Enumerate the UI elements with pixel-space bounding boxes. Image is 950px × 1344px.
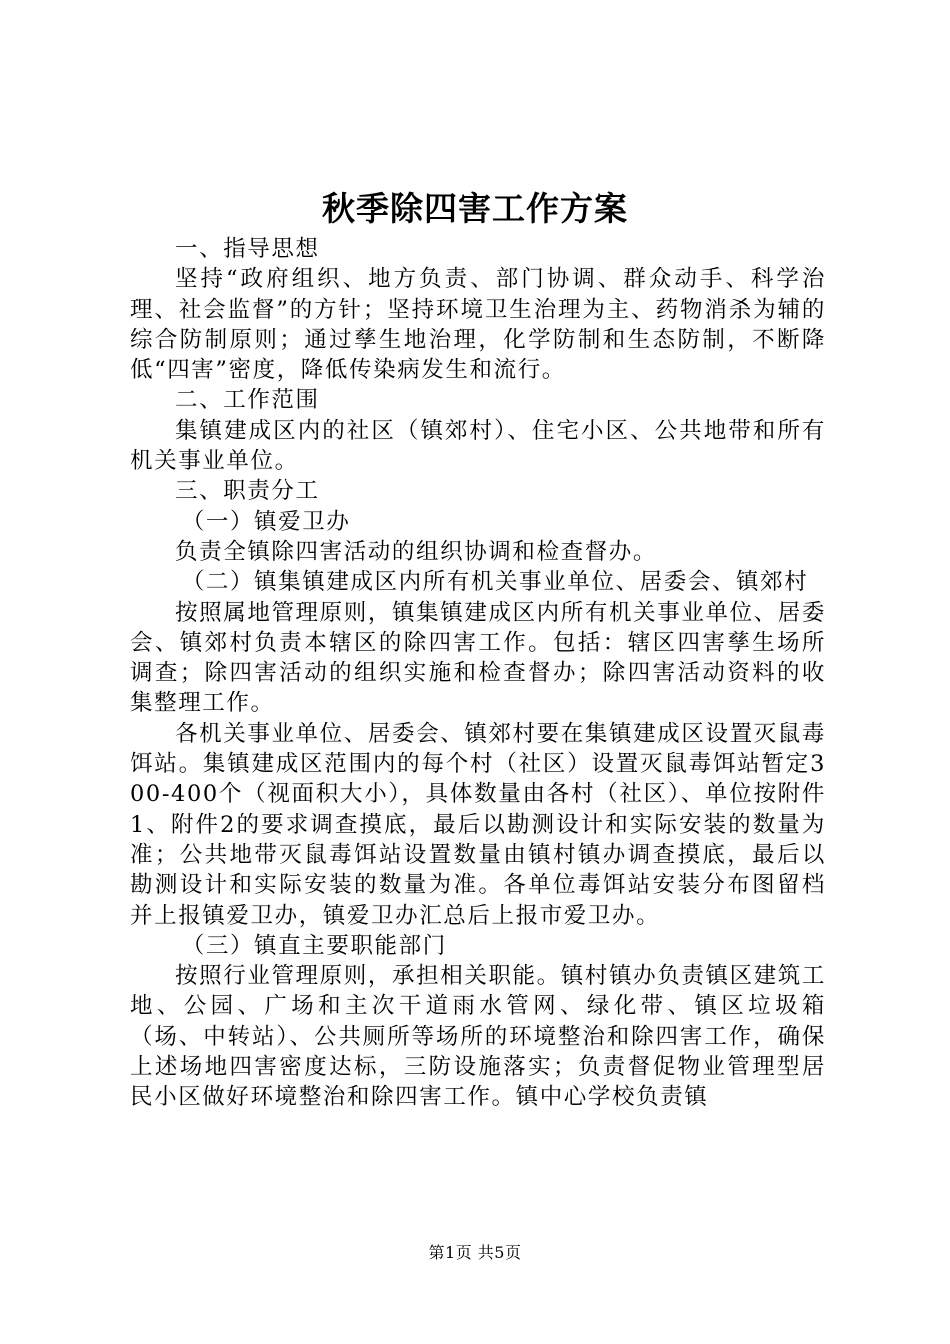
paragraph-town-office: 负责全镇除四害活动的组织协调和检查督办。 — [175, 538, 658, 565]
section-heading-responsibilities: 三、职责分工 — [175, 478, 320, 505]
section-heading-work-scope: 二、工作范围 — [175, 387, 320, 414]
paragraph-guiding-ideology: 坚持“政府组织、地方负责、部门协调、群众动手、科学治理、社会监督”的方针；坚持环境卫生治理为主、药物消杀为辅的综合防制原则；通过孳生地治理，化学防制和生态防制，不断降低“四害”密度，降低传染病发生和流行。 — [130, 266, 826, 384]
document-title: 秋季除四害工作方案 — [322, 189, 628, 228]
subheading-town-office: （一）镇爱卫办 — [181, 508, 351, 535]
paragraph-work-scope: 集镇建成区内的社区（镇郊村）、住宅小区、公共地带和所有机关事业单位。 — [130, 417, 826, 475]
subheading-units-committees: （二）镇集镇建成区内所有机关事业单位、居委会、镇郊村 — [181, 569, 809, 596]
document-body — [130, 234, 826, 1113]
paragraph-bait-stations: 各机关事业单位、居委会、镇郊村要在集镇建成区设置灭鼠毒饵站。集镇建成区范围内的每个村（社区）设置灭鼠毒饵站暂定300-400个（视面积大小），具体数量由各村（社区）、单位按附件1、附件2的要求调查摸底，最后以勘测设计和实际安装的数量为准；公共地带灭鼠毒饵站设置数量由镇村镇办调查摸底，最后以勘测设计和实际安装的数量为准。各单位毒饵站安装分布图留档并上报镇爱卫办，镇爱卫办汇总后上报市爱卫办。 — [130, 720, 826, 929]
subheading-functional-departments: （三）镇直主要职能部门 — [181, 932, 447, 959]
paragraph-territorial-management: 按照属地管理原则，镇集镇建成区内所有机关事业单位、居委会、镇郊村负责本辖区的除四害工作。包括：辖区四害孳生场所调查；除四害活动的组织实施和检查督办；除四害活动资料的收集整理工作。 — [130, 599, 826, 717]
page-number-footer: 第1页 共5页 — [428, 1243, 522, 1262]
paragraph-industry-management: 按照行业管理原则，承担相关职能。镇村镇办负责镇区建筑工地、公园、广场和主次干道雨水管网、绿化带、镇区垃圾箱（场、中转站）、公共厕所等场所的环境整治和除四害工作，确保上述场地四害密度达标，三防设施落实；负责督促物业管理型居民小区做好环境整治和除四害工作。镇中心学校负责镇 — [130, 963, 826, 1111]
section-heading-guiding-ideology: 一、指导思想 — [175, 236, 320, 262]
